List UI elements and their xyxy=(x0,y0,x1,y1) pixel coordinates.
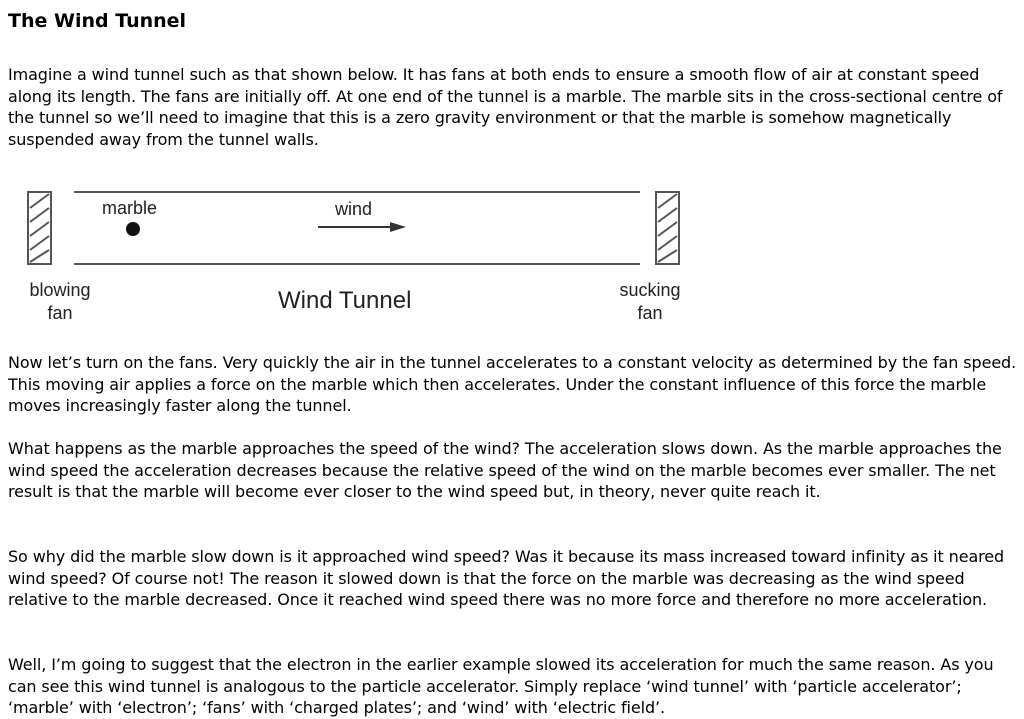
blowing-fan-label-line2: fan xyxy=(47,303,73,323)
page-title: The Wind Tunnel xyxy=(8,10,187,32)
wind-label: wind xyxy=(335,199,373,219)
paragraph-approach-speed: What happens as the marble approaches the speed of the wind? The acceleration slows down. As the marble approaches the wind speed the acceleration decreases because the relative speed of the wind on the marble becomes ever smaller. The net result is that the marble will become ever closer to the wind speed but, in theory, never quite reach it. xyxy=(8,439,1002,501)
paragraph-why-slow: So why did the marble slow down is it approached wind speed? Was it because its mass increased toward infinity as it neared wind speed? Of course not! The reason it slowed down is that the force on the marble was decreasing as the wind speed relative to the marble decreased. Once it reached wind speed there was no more force and therefore no more acceleration. xyxy=(8,547,1005,609)
wind-tunnel-diagram xyxy=(8,176,708,336)
blowing-fan xyxy=(28,192,51,264)
wind-arrow-icon xyxy=(318,222,406,232)
sucking-fan-label-line2: fan xyxy=(637,303,663,323)
tunnel-label: Wind Tunnel xyxy=(278,287,412,314)
paragraph-intro: Imagine a wind tunnel such as that shown below. It has fans at both ends to ensure a smooth flow of air at constant speed along its length. The fans are initially off. At one end of the tunnel is a marble. The marble sits in the cross-sectional centre of the tunnel so we’ll need to imagine that this is a zero gravity environment or that the marble is somehow magnetically suspended away from the tunnel walls. xyxy=(8,65,1003,149)
marble-label: marble xyxy=(102,198,158,218)
article xyxy=(8,8,1020,717)
sucking-fan xyxy=(656,192,679,264)
paragraph-analogy: Well, I’m going to suggest that the electron in the earlier example slowed its acceleration for much the same reason. As you can see this wind tunnel is analogous to the particle accelerator. Simply replace ‘wind tunnel’ with ‘particle accelerator’; ‘marble’ with ‘electron’; ‘fans’ with ‘charged plates’; and ‘wind’ with ‘electric field’. xyxy=(8,655,994,717)
blowing-fan-label-line1: blowing xyxy=(29,280,91,300)
paragraph-fans-on: Now let’s turn on the fans. Very quickly the air in the tunnel accelerates to a constant velocity as determined by the fan speed. This moving air applies a force on the marble which then accelerates. Under the constant influence of this force the marble moves increasingly faster along the tunnel. xyxy=(8,353,1017,415)
sucking-fan-label-line1: sucking xyxy=(619,280,681,300)
marble-dot xyxy=(126,222,140,236)
